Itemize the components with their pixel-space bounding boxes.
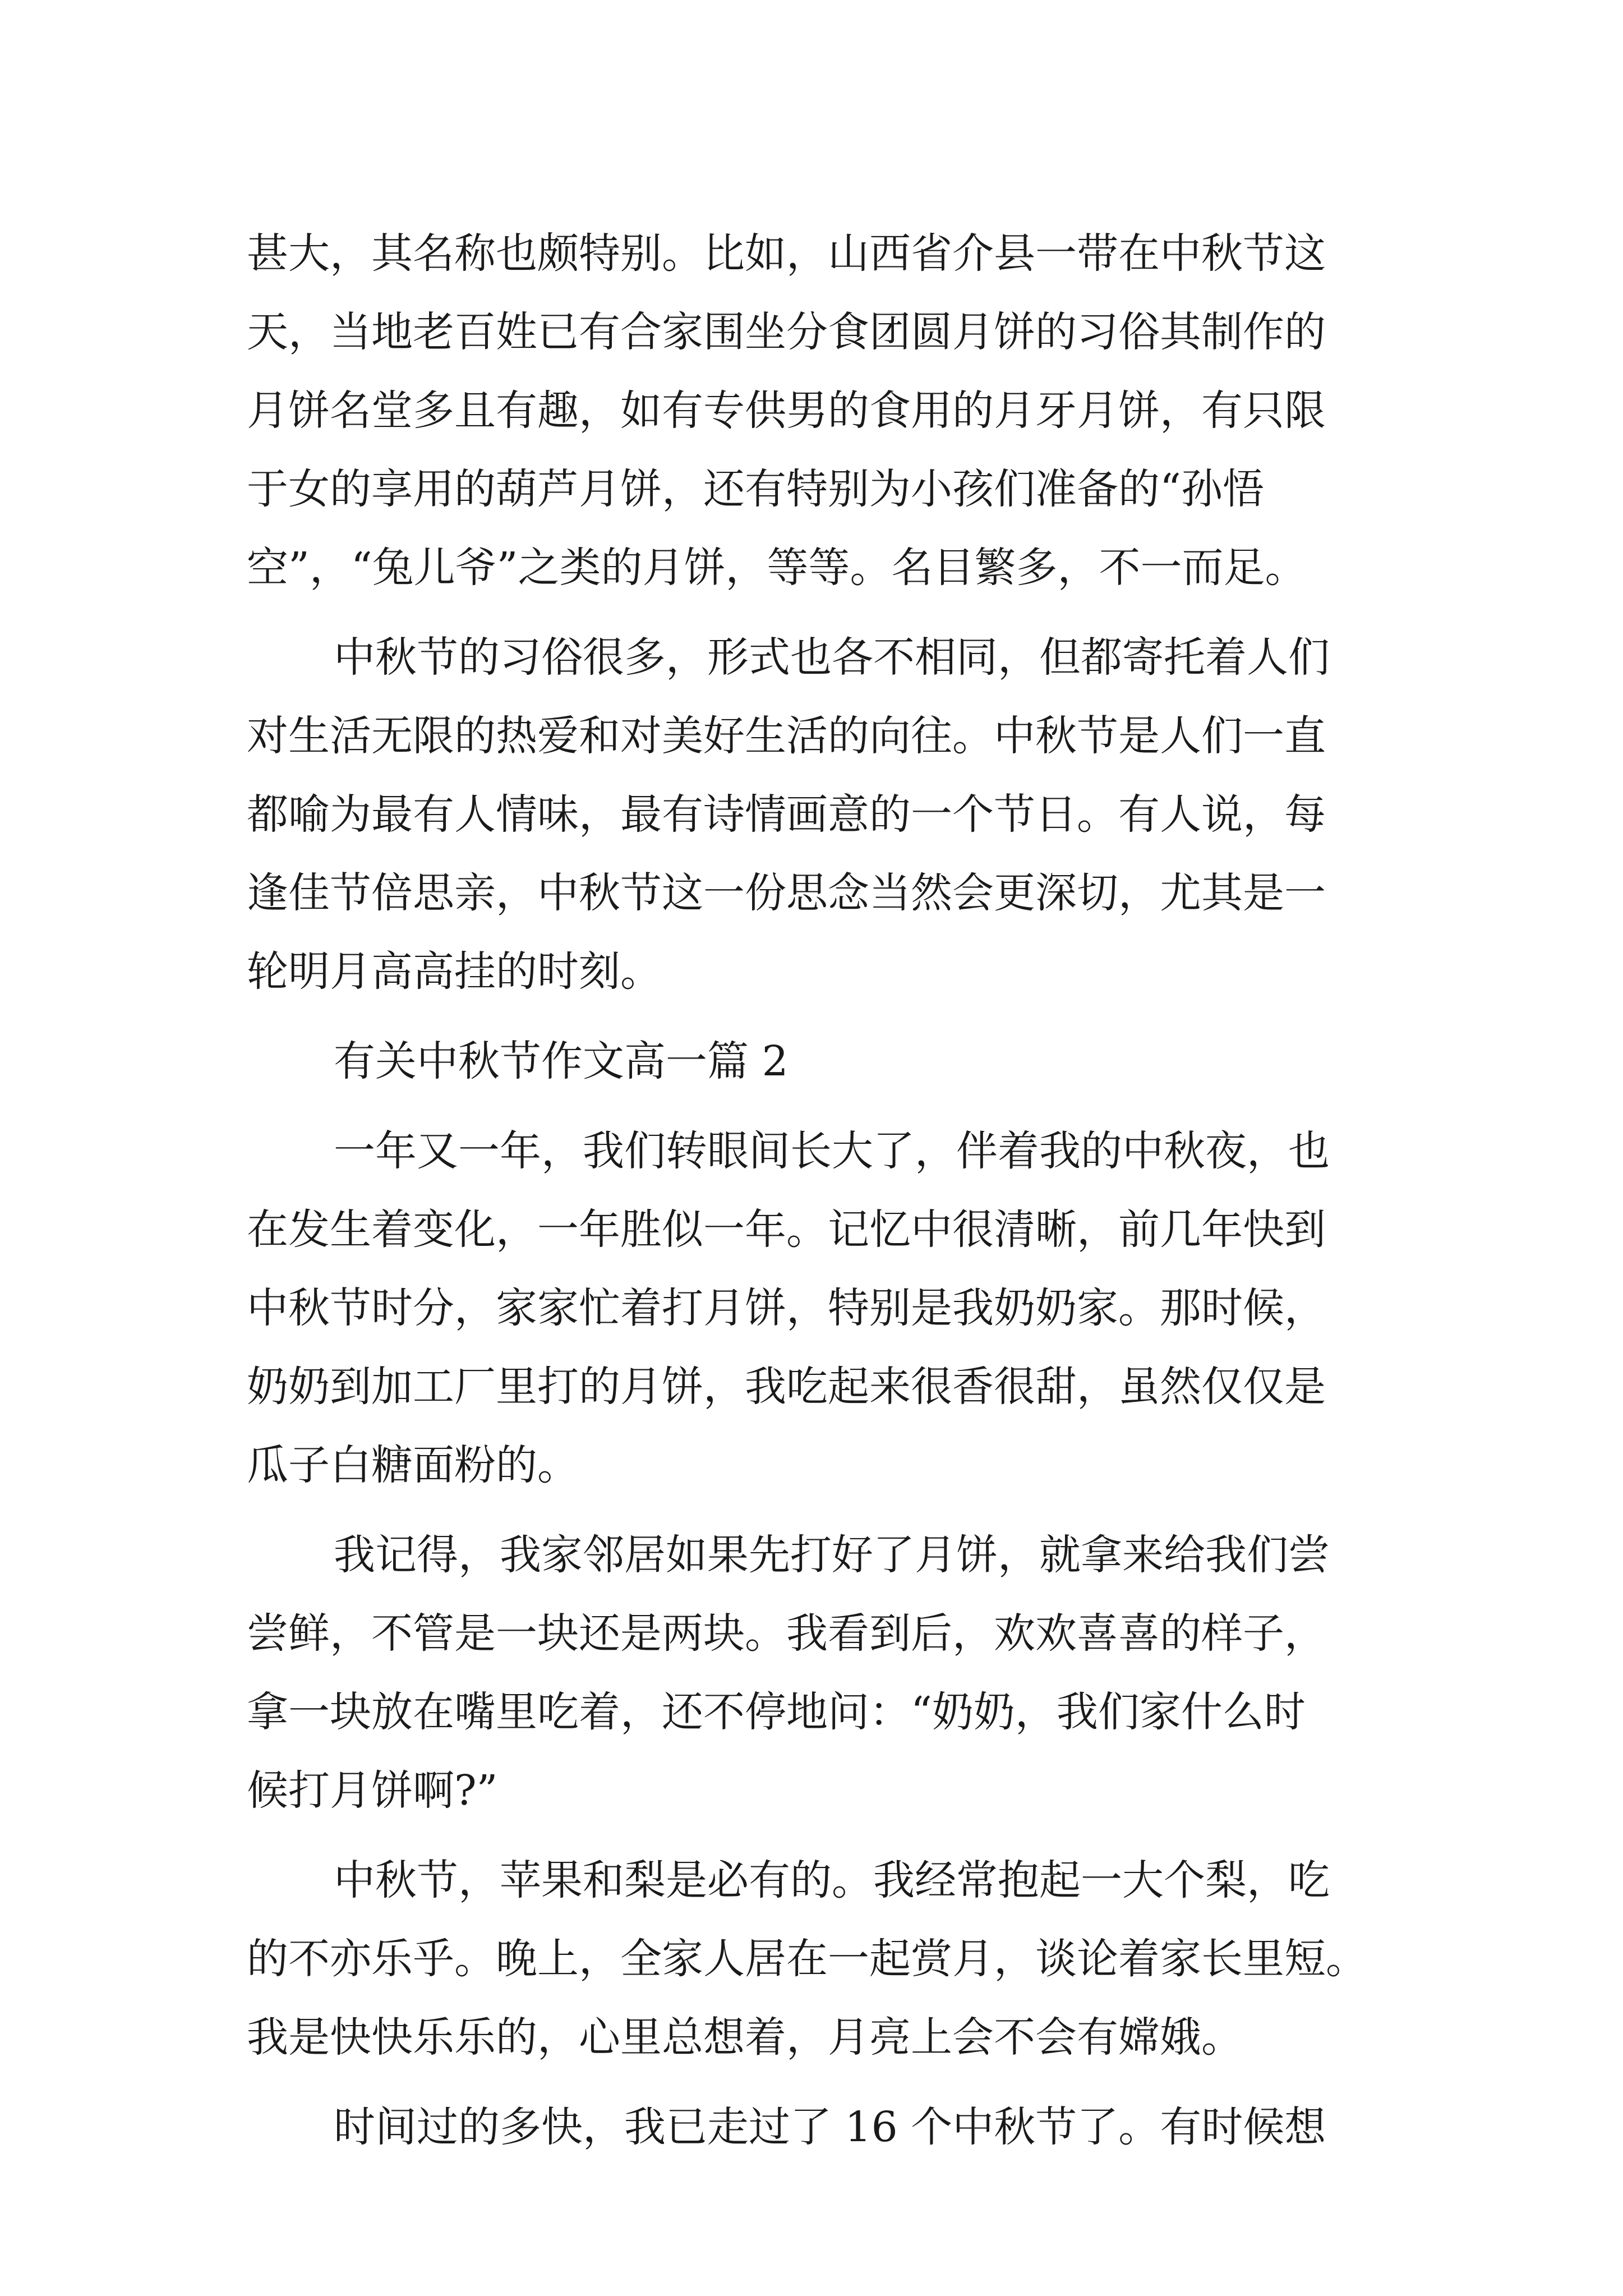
paragraph-start-line: 时间过的多快，我已走过了 16 个中秋节了。有时候想 — [334, 2103, 1326, 2151]
text-line: 奶奶到加工厂里打的月饼，我吃起来很香很甜，虽然仅仅是 — [247, 1363, 1326, 1411]
text-line: 候打月饼啊?” — [247, 1766, 498, 1815]
text-line: 空”，“兔儿爷”之类的月饼，等等。名目繁多，不一而足。 — [247, 544, 1307, 592]
paragraph-start-line: 一年又一年，我们转眼间长大了，伴着我的中秋夜，也 — [334, 1127, 1330, 1175]
paragraph-start-line: 我记得，我家邻居如果先打好了月饼，就拿来给我们尝 — [334, 1531, 1330, 1579]
text-line: 我是快快乐乐的，心里总想着，月亮上会不会有嫦娥。 — [247, 2013, 1243, 2062]
text-line: 月饼名堂多且有趣，如有专供男的食用的月牙月饼，有只限 — [247, 386, 1326, 435]
text-line: 都喻为最有人情味，最有诗情画意的一个节日。有人说，每 — [247, 790, 1326, 839]
text-line: 对生活无限的热爱和对美好生活的向往。中秋节是人们一直 — [247, 712, 1326, 760]
paragraph-start-line: 中秋节的习俗很多，形式也各不相同，但都寄托着人们 — [334, 633, 1330, 682]
text-line: 于女的享用的葫芦月饼，还有特别为小孩们准备的“孙悟 — [247, 465, 1264, 513]
text-line: 在发生着变化，一年胜似一年。记忆中很清晰，前几年快到 — [247, 1205, 1326, 1254]
paragraph-start-line: 中秋节，苹果和梨是必有的。我经常抱起一大个梨，吃 — [334, 1856, 1330, 1904]
text-line: 尝鲜，不管是一块还是两块。我看到后，欢欢喜喜的样子， — [247, 1609, 1326, 1658]
text-line: 天，当地老百姓已有合家围坐分食团圆月饼的习俗其制作的 — [247, 308, 1326, 356]
section-heading: 有关中秋节作文高一篇 2 — [334, 1037, 789, 1085]
document-body — [247, 214, 1380, 2166]
text-line: 甚大，其名称也颇特别。比如，山西省介县一带在中秋节这 — [247, 229, 1326, 278]
text-line: 轮明月高高挂的时刻。 — [247, 947, 662, 996]
text-line: 中秋节时分，家家忙着打月饼，特别是我奶奶家。那时候， — [247, 1284, 1326, 1332]
text-line: 拿一块放在嘴里吃着，还不停地问：“奶奶，我们家什么时 — [247, 1688, 1306, 1736]
text-line: 的不亦乐乎。晚上，全家人居在一起赏月，谈论着家长里短。 — [247, 1935, 1367, 1983]
text-line: 瓜子白糖面粉的。 — [247, 1441, 579, 1489]
text-line: 逢佳节倍思亲，中秋节这一份思念当然会更深切，尤其是一 — [247, 869, 1326, 917]
